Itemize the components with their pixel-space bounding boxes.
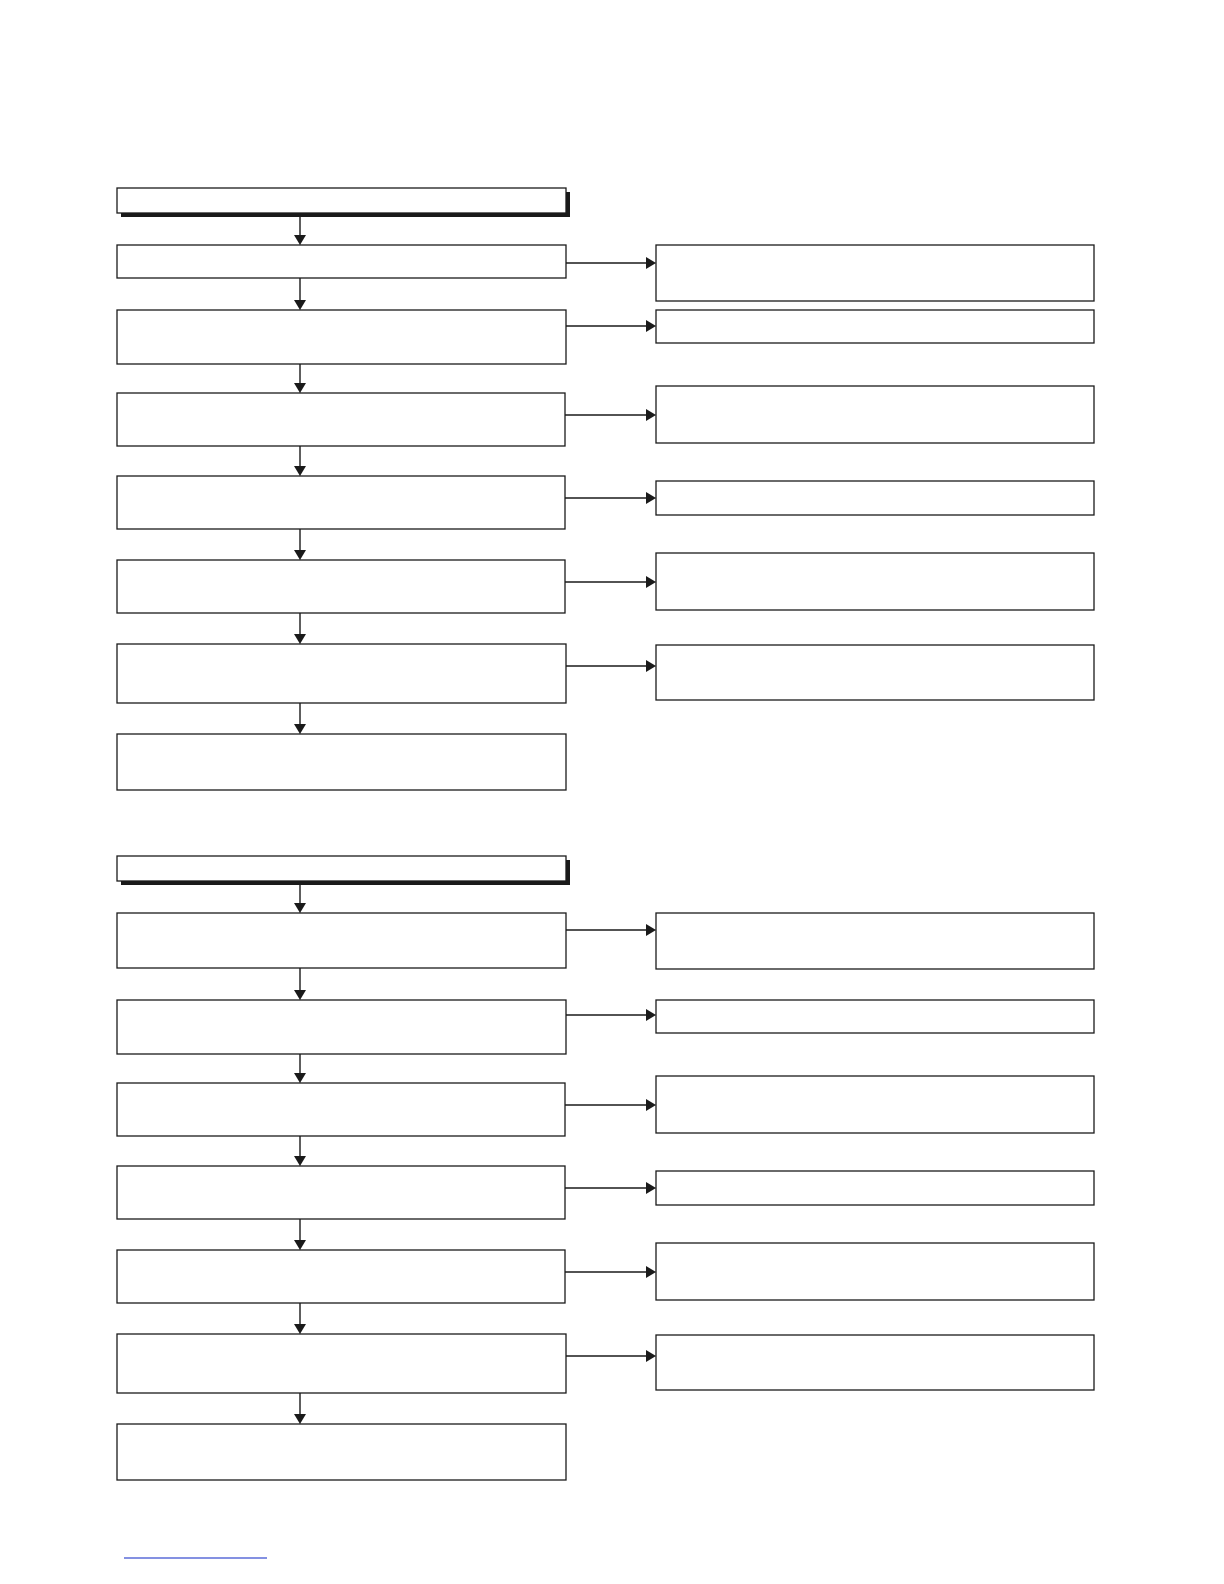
flowchart-1-right-arrow-5 xyxy=(565,576,656,588)
flowchart-2-down-arrow-6 xyxy=(294,1303,306,1334)
flowchart-1-down-arrow-2 xyxy=(294,278,306,310)
flowchart-1-down-arrow-1 xyxy=(294,214,306,245)
flowchart-1-side-box-5 xyxy=(656,553,1094,610)
flowchart-2-step-1 xyxy=(117,913,566,968)
flowchart-1 xyxy=(117,188,1094,790)
flowchart-2-down-arrow-2 xyxy=(294,968,306,1000)
flowchart-1-down-arrow-4 xyxy=(294,446,306,476)
flowchart-2-right-arrow-5 xyxy=(565,1266,656,1278)
flowchart-2-step-2 xyxy=(117,1000,566,1054)
flowchart-2-side-box-5 xyxy=(656,1243,1094,1300)
flowchart-2-side-box-1 xyxy=(656,913,1094,969)
flowchart-1-side-box-4 xyxy=(656,481,1094,515)
flowchart-1-step-5 xyxy=(117,560,565,613)
flowchart-1-right-arrow-1 xyxy=(566,257,656,269)
flowchart-1-step-4 xyxy=(117,476,565,529)
flowchart-1-step-1 xyxy=(117,245,566,278)
flowchart-2-down-arrow-5 xyxy=(294,1219,306,1250)
flowchart-2-step-7 xyxy=(117,1424,566,1480)
flowchart-2-step-5 xyxy=(117,1250,565,1303)
flowchart-2 xyxy=(117,856,1094,1480)
flowchart-2-right-arrow-2 xyxy=(566,1009,656,1021)
flowchart-2-title-bar xyxy=(117,856,570,885)
flowchart-2-down-arrow-4 xyxy=(294,1136,306,1166)
flowchart-1-step-3 xyxy=(117,393,565,446)
flowchart-2-right-arrow-3 xyxy=(565,1099,656,1111)
flowchart-1-right-arrow-2 xyxy=(566,320,656,332)
flowchart-1-down-arrow-7 xyxy=(294,703,306,734)
flowchart-2-down-arrow-7 xyxy=(294,1393,306,1424)
flowchart-1-step-2 xyxy=(117,310,566,364)
flowchart-2-step-3 xyxy=(117,1083,565,1136)
flowchart-1-title-bar xyxy=(117,188,570,217)
flowchart-1-step-6 xyxy=(117,644,566,703)
flowchart-2-down-arrow-1 xyxy=(294,882,306,913)
flowchart-2-side-box-4 xyxy=(656,1171,1094,1205)
flowchart-1-right-arrow-6 xyxy=(566,660,656,672)
flowchart-2-side-box-3 xyxy=(656,1076,1094,1133)
flowchart-2-right-arrow-6 xyxy=(566,1350,656,1362)
flowchart-1-down-arrow-5 xyxy=(294,529,306,560)
flowchart-1-down-arrow-3 xyxy=(294,364,306,393)
flowchart-1-down-arrow-6 xyxy=(294,613,306,644)
flowchart-2-down-arrow-3 xyxy=(294,1054,306,1083)
flowchart-2-side-box-2 xyxy=(656,1000,1094,1033)
flowchart-1-side-box-1 xyxy=(656,245,1094,301)
flowchart-1-right-arrow-4 xyxy=(565,492,656,504)
flowchart-2-right-arrow-4 xyxy=(565,1182,656,1194)
flowchart-2-step-6 xyxy=(117,1334,566,1393)
flowchart-2-step-4 xyxy=(117,1166,565,1219)
flowchart-1-right-arrow-3 xyxy=(565,409,656,421)
flowchart-1-step-7 xyxy=(117,734,566,790)
flowchart-2-side-box-6 xyxy=(656,1335,1094,1390)
flowchart-2-right-arrow-1 xyxy=(566,924,656,936)
flowchart-1-side-box-3 xyxy=(656,386,1094,443)
flowchart-1-side-box-6 xyxy=(656,645,1094,700)
flowchart-1-side-box-2 xyxy=(656,310,1094,343)
